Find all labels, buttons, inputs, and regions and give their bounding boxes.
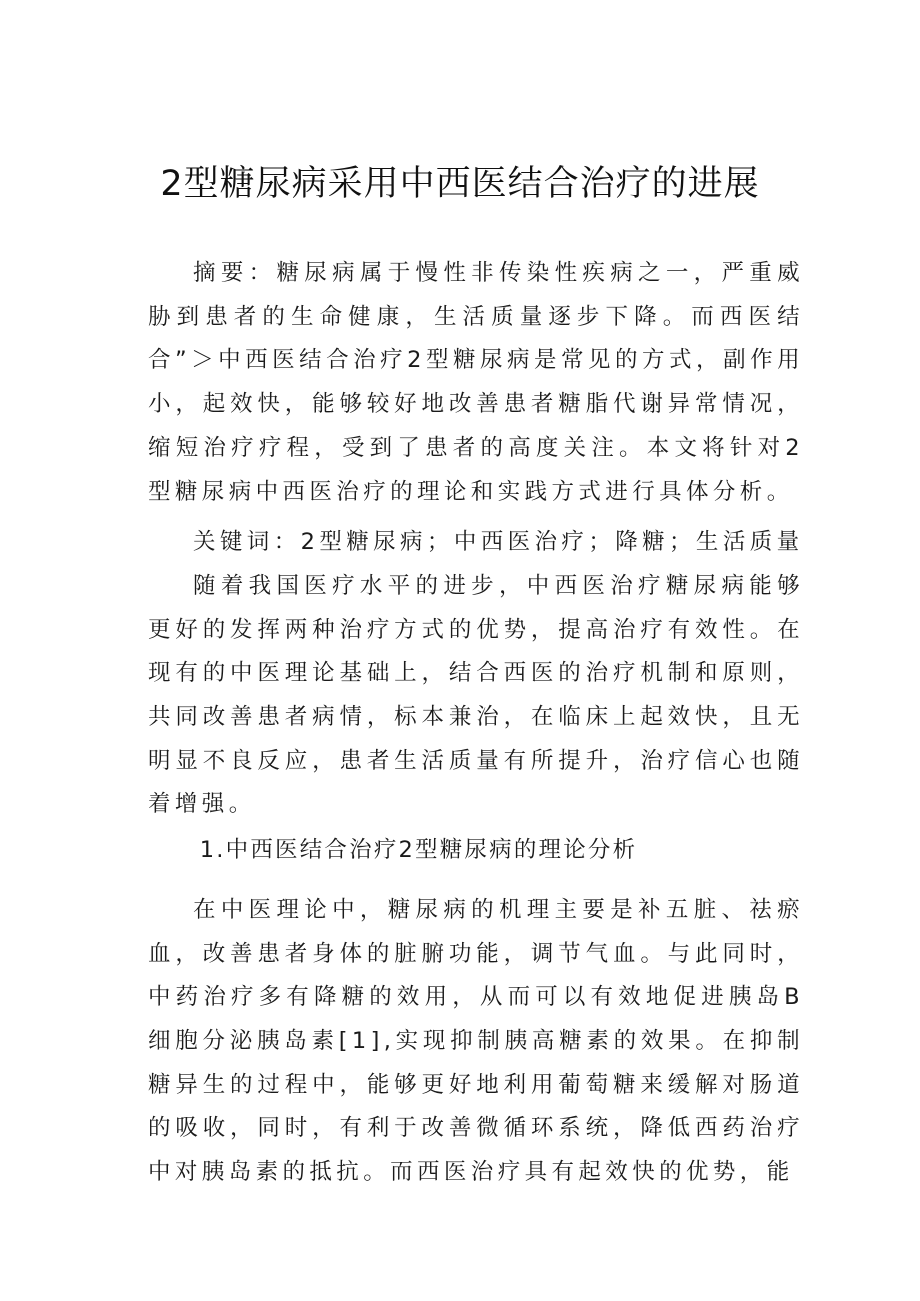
intro-paragraph: 随着我国医疗水平的进步，中西医治疗糖尿病能够更好的发挥两种治疗方式的优势，提高治疗有效性。在现有的中医理论基础上，结合西医的治疗机制和原则，共同改善患者病情，标本兼治，在临床上起效快，且无明显不良反应，患者生活质量有所提升，治疗信心也随着增强。 [148,572,804,818]
section-body-paragraph: 在中医理论中，糖尿病的机理主要是补五脏、祛瘀血，改善患者身体的脏腑功能，调节气血。与此同时，中药治疗多有降糖的效用，从而可以有效地促进胰岛B细胞分泌胰岛素[1],实现抑制胰高糖素的效果。在抑制糖异生的过程中，能够更好地利用葡萄糖来缓解对肠道的吸收，同时，有利于改善微循环系统，降低西药治疗中对胰岛素的抵抗。而西医治疗具有起效快的优势，能 [148,896,804,1186]
keywords-line: 关键词：2型糖尿病；中西医治疗；降糖；生活质量 [193,529,804,556]
abstract-paragraph: 摘要：糖尿病属于慢性非传染性疾病之一，严重威胁到患者的生命健康，生活质量逐步下降。而西医结合”＞中西医结合治疗2型糖尿病是常见的方式，副作用小，起效快，能够较好地改善患者糖脂代谢异常情况，缩短治疗疗程，受到了患者的高度关注。本文将针对2型糖尿病中西医治疗的理论和实践方式进行具体分析。 [148,260,804,505]
document-body [148,252,804,1195]
document-title: 2型糖尿病采用中西医结合治疗的进展 [160,164,760,204]
section-heading: 1.中西医结合治疗2型糖尿病的理论分析 [199,837,638,864]
